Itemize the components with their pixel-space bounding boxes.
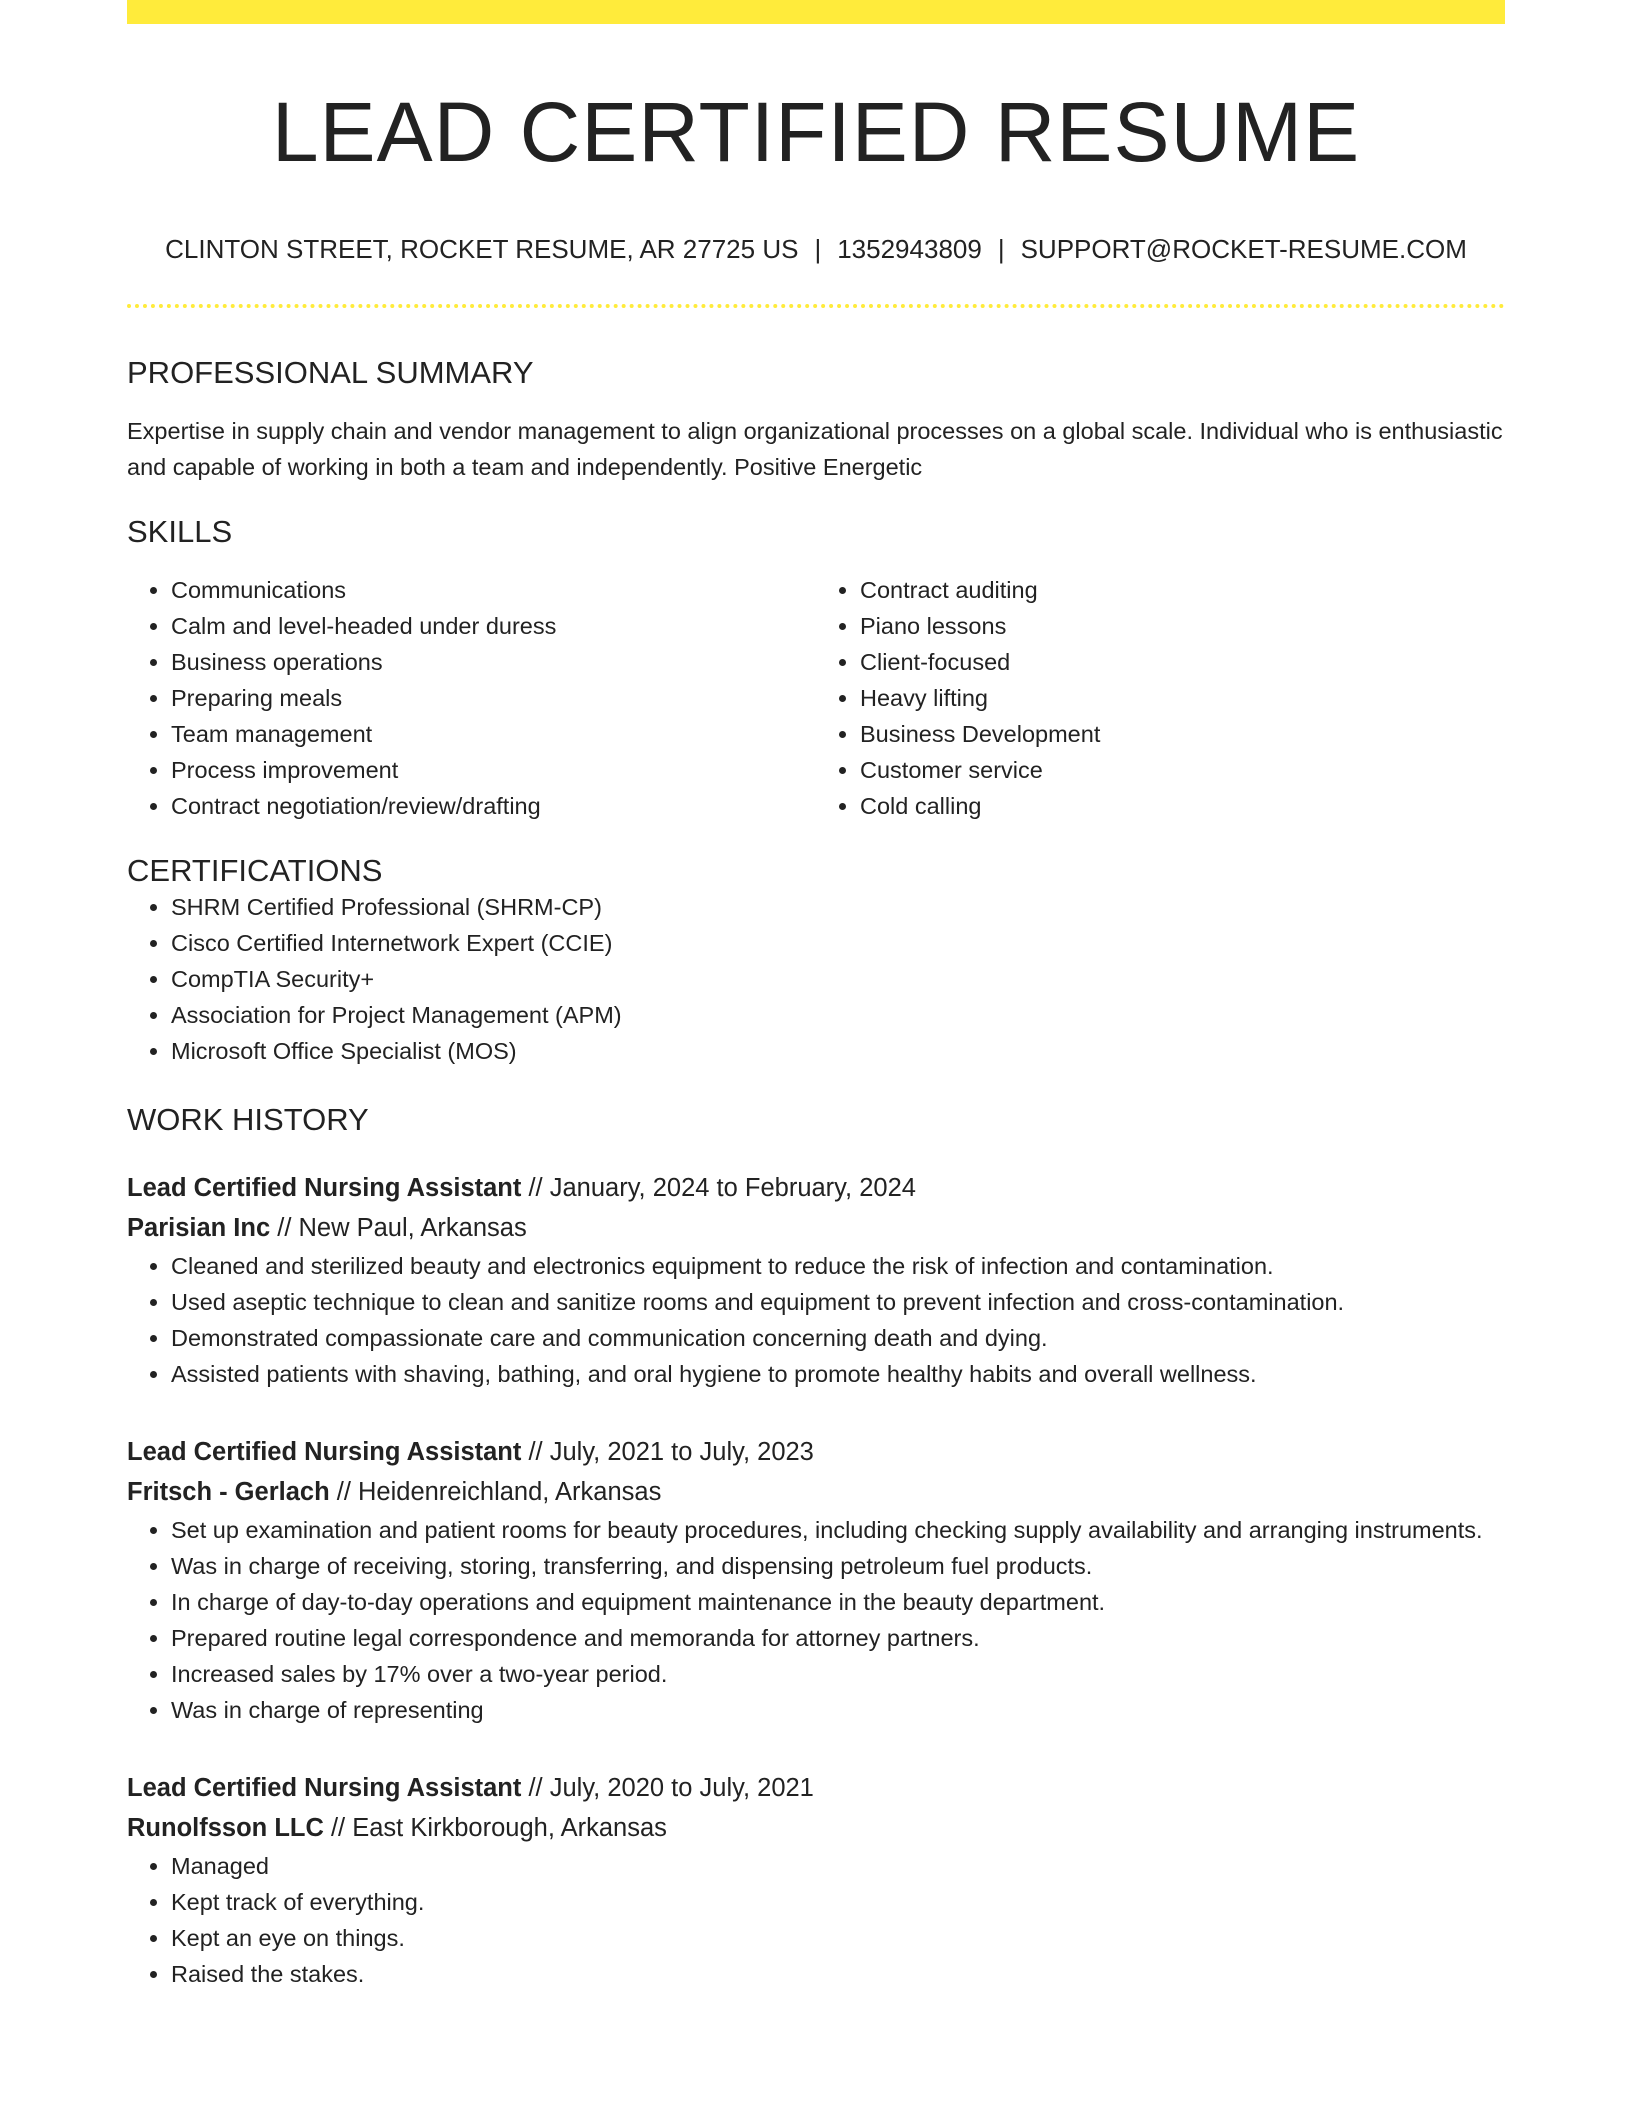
skills-columns bbox=[127, 572, 1505, 824]
job-duty-item: • Raised the stakes. bbox=[171, 1956, 1505, 1992]
job-duty-item: • Kept an eye on things. bbox=[171, 1920, 1505, 1956]
job-duty-item: • Used aseptic technique to clean and sanitize rooms and equipment to prevent infection and cross-contamination. bbox=[171, 1284, 1505, 1320]
job-duties-list bbox=[127, 1512, 1505, 1728]
job-company: Parisian Inc bbox=[127, 1214, 271, 1243]
certification-item: • Microsoft Office Specialist (MOS) bbox=[171, 1033, 1505, 1069]
job-duty-item: • Prepared routine legal correspondence and memoranda for attorney partners. bbox=[171, 1620, 1505, 1656]
job-duty-item: • Was in charge of representing bbox=[171, 1692, 1505, 1728]
job-location: // Heidenreichland, Arkansas bbox=[329, 1478, 662, 1507]
summary-text: Expertise in supply chain and vendor management to align organizational processes on a global scale. Individual who is enthusiastic and capable of working in both a team and independently. Positive Energetic bbox=[127, 417, 1503, 480]
job-entry bbox=[127, 1432, 1505, 1728]
job-duties-list bbox=[127, 1248, 1505, 1392]
job-duty-item: • Demonstrated compassionate care and communication concerning death and dying. bbox=[171, 1320, 1505, 1356]
certifications-list bbox=[127, 889, 1505, 1069]
certification-item: • Cisco Certified Internetwork Expert (CCIE) bbox=[171, 925, 1505, 961]
skill-item: • Team management bbox=[171, 716, 816, 752]
resume-name: LEAD CERTIFIED RESUME bbox=[271, 85, 1361, 179]
job-duties-list bbox=[127, 1848, 1505, 1992]
certification-item: • CompTIA Security+ bbox=[171, 961, 1505, 997]
job-location: // East Kirkborough, Arkansas bbox=[323, 1814, 667, 1843]
job-role: Lead Certified Nursing Assistant bbox=[127, 1174, 522, 1203]
job-duty-item: • Managed bbox=[171, 1848, 1505, 1884]
job-dates: // July, 2020 to July, 2021 bbox=[521, 1774, 814, 1803]
job-role: Lead Certified Nursing Assistant bbox=[127, 1438, 522, 1467]
job-entry bbox=[127, 1768, 1505, 1992]
contact-phone: 1352943809 bbox=[837, 234, 982, 265]
job-company-line bbox=[127, 1472, 1505, 1512]
contact-address: CLINTON STREET, ROCKET RESUME, AR 27725 US bbox=[165, 234, 799, 265]
job-dates: // July, 2021 to July, 2023 bbox=[521, 1438, 814, 1467]
work-history-heading: WORK HISTORY bbox=[127, 1102, 369, 1138]
job-company: Runolfsson LLC bbox=[127, 1814, 324, 1843]
contact-line bbox=[127, 234, 1505, 265]
job-company: Fritsch - Gerlach bbox=[127, 1478, 330, 1507]
job-duty-item: • Kept track of everything. bbox=[171, 1884, 1505, 1920]
skill-item: • Communications bbox=[171, 572, 816, 608]
certification-item: • SHRM Certified Professional (SHRM-CP) bbox=[171, 889, 1505, 925]
job-duty-item: • Cleaned and sterilized beauty and electronics equipment to reduce the risk of infection and contamination. bbox=[171, 1248, 1505, 1284]
job-dates: // January, 2024 to February, 2024 bbox=[521, 1174, 916, 1203]
job-title-line bbox=[127, 1768, 1505, 1808]
skills-list-left bbox=[127, 572, 816, 824]
skill-item: • Business Development bbox=[860, 716, 1505, 752]
job-entry bbox=[127, 1168, 1505, 1392]
skill-item: • Contract negotiation/review/drafting bbox=[171, 788, 816, 824]
skill-item: • Cold calling bbox=[860, 788, 1505, 824]
contact-separator: | bbox=[997, 234, 1005, 265]
job-duty-item: • Assisted patients with shaving, bathing, and oral hygiene to promote healthy habits and overall wellness. bbox=[171, 1356, 1505, 1392]
skill-item: • Calm and level-headed under duress bbox=[171, 608, 816, 644]
job-duty-item: • Increased sales by 17% over a two-year period. bbox=[171, 1656, 1505, 1692]
skill-item: • Client-focused bbox=[860, 644, 1505, 680]
resume-page bbox=[127, 0, 1505, 1992]
skill-item: • Preparing meals bbox=[171, 680, 816, 716]
job-duty-item: • Was in charge of receiving, storing, transferring, and dispensing petroleum fuel products. bbox=[171, 1548, 1505, 1584]
skills-list-right bbox=[816, 572, 1505, 824]
job-role: Lead Certified Nursing Assistant bbox=[127, 1774, 522, 1803]
contact-email: SUPPORT@ROCKET-RESUME.COM bbox=[1020, 234, 1467, 265]
skill-item: • Customer service bbox=[860, 752, 1505, 788]
job-title-line bbox=[127, 1168, 1505, 1208]
certification-item: • Association for Project Management (APM) bbox=[171, 997, 1505, 1033]
skill-item: • Business operations bbox=[171, 644, 816, 680]
skill-item: • Heavy lifting bbox=[860, 680, 1505, 716]
job-duty-item: • Set up examination and patient rooms for beauty procedures, including checking supply availability and arranging instruments. bbox=[171, 1512, 1505, 1548]
accent-bar bbox=[127, 0, 1505, 24]
skill-item: • Process improvement bbox=[171, 752, 816, 788]
skills-heading: SKILLS bbox=[127, 513, 233, 549]
job-duty-item: • In charge of day-to-day operations and equipment maintenance in the beauty department. bbox=[171, 1584, 1505, 1620]
certifications-heading: CERTIFICATIONS bbox=[127, 852, 383, 888]
job-company-line bbox=[127, 1208, 1505, 1248]
skill-item: • Piano lessons bbox=[860, 608, 1505, 644]
skill-item: • Contract auditing bbox=[860, 572, 1505, 608]
job-title-line bbox=[127, 1432, 1505, 1472]
dotted-divider bbox=[127, 304, 1505, 308]
job-location: // New Paul, Arkansas bbox=[270, 1214, 527, 1243]
summary-heading: PROFESSIONAL SUMMARY bbox=[127, 354, 534, 390]
contact-separator: | bbox=[814, 234, 822, 265]
job-company-line bbox=[127, 1808, 1505, 1848]
